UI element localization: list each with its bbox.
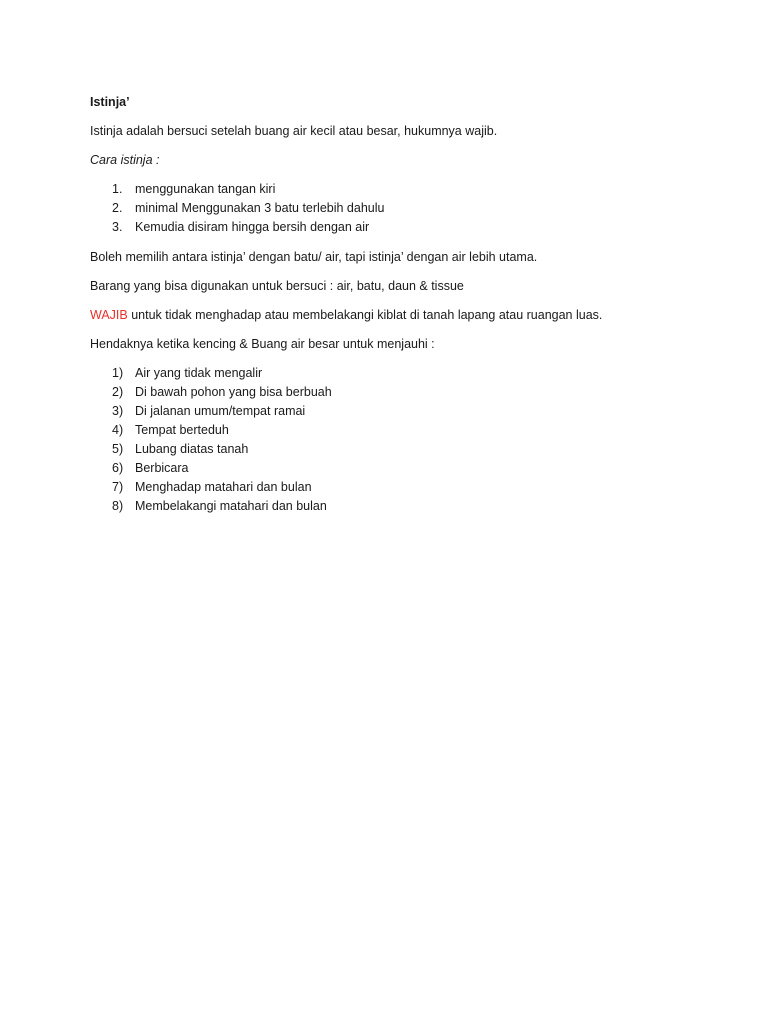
list-item [90,478,690,497]
wajib-rest-text: untuk tidak menghadap atau membelakangi kiblat di tanah lapang atau ruangan luas. [127,308,603,322]
list-text: Di bawah pohon yang bisa berbuah [135,385,332,399]
list-item [90,199,690,218]
list-number: 3) [112,404,124,418]
document-page [90,93,690,527]
wajib-paragraph [90,306,690,324]
list-number: 3. [112,220,123,234]
intro-paragraph: Istinja adalah bersuci setelah buang air kecil atau besar, hukumnya wajib. [90,124,498,138]
list-text: Menghadap matahari dan bulan [135,480,312,494]
list-number: 2. [112,201,123,215]
list-number: 2) [112,385,124,399]
list-text: Di jalanan umum/tempat ramai [135,404,306,418]
list-text: Air yang tidak mengalir [135,366,263,380]
list-number: 5) [112,442,124,456]
avoid-heading: Hendaknya ketika kencing & Buang air besar untuk menjauhi : [90,337,435,351]
list-item [90,440,690,459]
choice-paragraph: Boleh memilih antara istinja’ dengan batu/ air, tapi istinja’ dengan air lebih utama. [90,250,538,264]
list-text: Kemudia disiram hingga bersih dengan air [135,220,370,234]
list-text: Lubang diatas tanah [135,442,249,456]
cara-steps-list [90,180,690,237]
list-item [90,497,690,516]
list-item [90,402,690,421]
wajib-highlight: WAJIB [90,308,128,322]
document-title: Istinja’ [90,95,130,109]
list-text: Membelakangi matahari dan bulan [135,499,327,513]
list-text: menggunakan tangan kiri [135,182,276,196]
list-item [90,383,690,402]
list-number: 6) [112,461,124,475]
list-number: 1) [112,366,124,380]
list-text: minimal Menggunakan 3 batu terlebih dahulu [135,201,385,215]
list-item [90,459,690,478]
list-number: 8) [112,499,124,513]
cara-heading: Cara istinja : [90,153,160,167]
list-text: Berbicara [135,461,189,475]
avoid-list [90,364,690,516]
items-paragraph: Barang yang bisa digunakan untuk bersuci : air, batu, daun & tissue [90,279,464,293]
list-item [90,218,690,237]
list-number: 4) [112,423,124,437]
list-item [90,180,690,199]
list-number: 1. [112,182,123,196]
list-item [90,364,690,383]
list-item [90,421,690,440]
list-text: Tempat berteduh [135,423,229,437]
list-number: 7) [112,480,124,494]
